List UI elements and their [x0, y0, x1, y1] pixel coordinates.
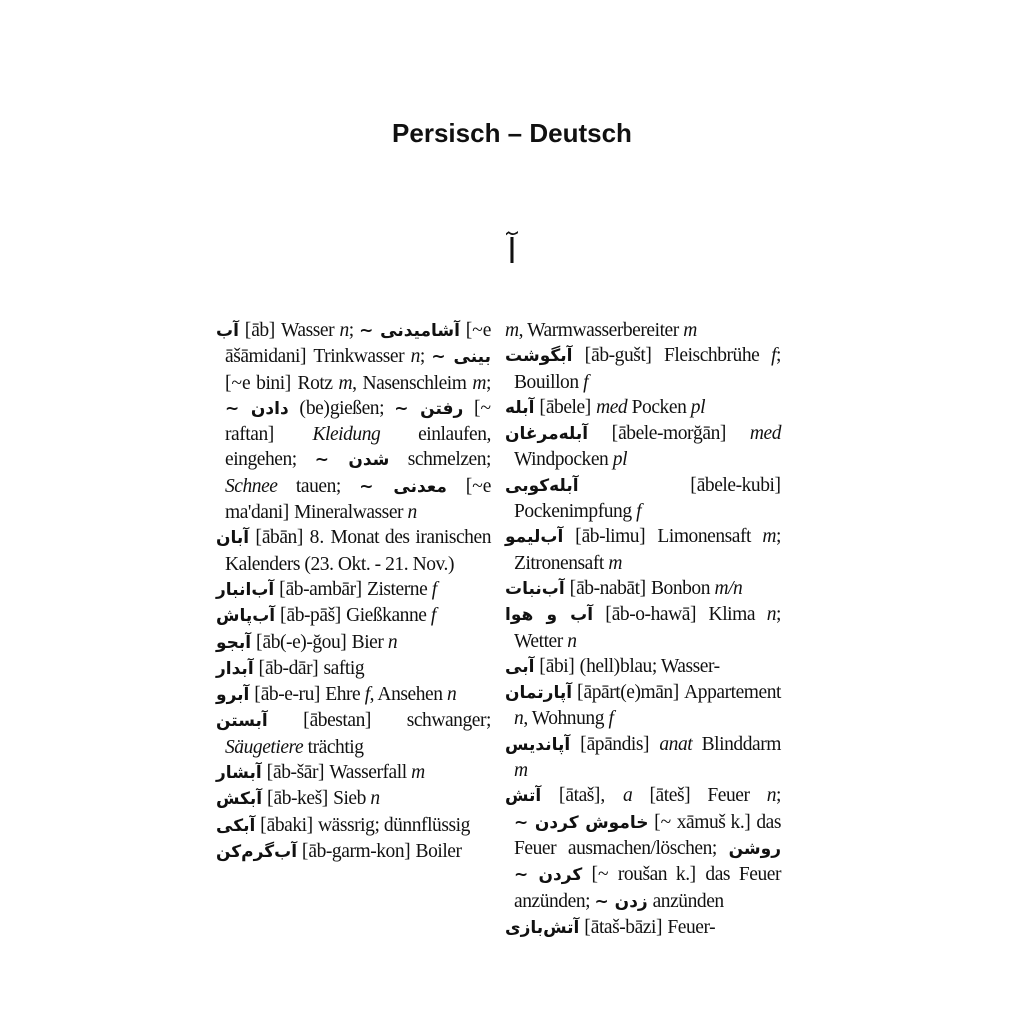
definition-text: [āb-ambār] Zisterne — [274, 578, 432, 600]
definition-text: ; — [348, 320, 360, 341]
definition-text: [āb-keš] Sieb — [262, 788, 371, 810]
grammar-label: a — [622, 785, 633, 807]
dictionary-entry — [216, 603, 491, 629]
grammar-label: n — [766, 785, 777, 807]
grammar-label: f — [430, 605, 436, 627]
section-letter: آ — [507, 232, 517, 272]
grammar-label: med — [749, 423, 781, 445]
dictionary-entry — [505, 732, 781, 784]
definition-text: , Warmwasserbereiter — [518, 320, 684, 341]
dictionary-entry — [216, 682, 491, 708]
definition-text: ; — [486, 372, 491, 394]
persian-headword: آبکش — [216, 789, 263, 810]
grammar-label: Säugetiere — [225, 736, 304, 758]
definition-text: [āb-limu] Limonensaft — [563, 526, 763, 548]
grammar-label: n — [339, 320, 349, 341]
definition-text: [āb] Wasser — [238, 320, 340, 341]
definition-text: [ābān] 8. Monat des iranischen Kalenders (23. Okt. - 21. Nov.) — [225, 527, 491, 575]
page-heading: Persisch – Deutsch — [392, 118, 632, 148]
persian-headword: دادن ~ — [225, 398, 289, 419]
dictionary-entry — [216, 656, 491, 682]
persian-headword: معدنی ~ — [359, 476, 447, 497]
persian-headword: آبی — [505, 656, 535, 677]
persian-headword: شدن ~ — [314, 450, 390, 471]
definition-text: [āb-gušt] Fleischbrühe — [572, 345, 772, 367]
definition-text: (be)gießen; — [288, 397, 395, 419]
definition-text: [ābestan] schwanger; — [267, 710, 491, 732]
dictionary-entry — [505, 318, 781, 343]
persian-headword: آب‌انبار — [216, 579, 275, 600]
definition-text: einlaufen, eingehen; — [225, 424, 491, 471]
grammar-label: pl — [690, 396, 706, 418]
persian-headword: آبله‌کوبی — [505, 475, 579, 496]
definition-text: ; Wetter — [514, 604, 782, 652]
persian-headword: آب — [216, 321, 239, 341]
grammar-label: m — [514, 760, 528, 782]
persian-headword: آبشار — [216, 763, 262, 784]
dictionary-entry — [505, 343, 781, 395]
grammar-label: m — [762, 526, 777, 548]
definition-text: [āpārt(e)mān] Appartement — [572, 682, 781, 704]
persian-headword: آبله — [505, 397, 535, 418]
grammar-label: pl — [612, 449, 628, 471]
grammar-label: f — [431, 578, 437, 600]
definition-text: [āb-šār] Wasserfall — [261, 762, 412, 784]
persian-headword: آب و هوا — [505, 605, 594, 626]
definition-text: [ābele-morğān] — [588, 423, 750, 445]
grammar-label: m — [472, 372, 487, 394]
definition-text: [āb-pāš] Gießkanne — [275, 605, 431, 627]
definition-text: [āb-dār] saftig — [253, 657, 365, 679]
dictionary-entry — [216, 813, 491, 839]
persian-headword: آبکی — [216, 815, 256, 836]
dictionary-entry — [505, 395, 781, 421]
definition-text: Windpocken — [514, 449, 613, 471]
definition-text: [~e ma'dani] Mineralwasser — [225, 475, 491, 524]
persian-headword: روشن کردن ~ — [514, 838, 781, 886]
definition-text: [ātaš-bāzi] Feuer- — [579, 916, 716, 938]
dictionary-entry — [216, 786, 491, 812]
grammar-label: n — [387, 631, 398, 653]
persian-headword: رفتن ~ — [394, 398, 464, 419]
grammar-label: m/n — [714, 577, 743, 599]
definition-text: [āteš] Feuer — [632, 785, 767, 807]
definition-text: [āb-o-hawā] Klima — [593, 604, 767, 626]
persian-headword: آپارتمان — [505, 683, 573, 704]
grammar-label: m — [505, 320, 519, 341]
dictionary-entry — [505, 524, 781, 576]
grammar-label: f — [636, 501, 642, 523]
grammar-label: f — [583, 371, 589, 393]
definition-text: [~ roušan k.] das Feuer anzünden; — [514, 864, 781, 912]
grammar-label: n — [514, 708, 524, 730]
persian-headword: خاموش کردن ~ — [514, 812, 649, 833]
definition-text: ; Zitronensaft — [514, 526, 781, 574]
grammar-label: n — [766, 604, 777, 626]
dictionary-entry — [505, 915, 781, 941]
dictionary-entry — [505, 680, 781, 732]
persian-headword: آبله‌مرغان — [505, 424, 589, 445]
persian-headword: آب‌نبات — [505, 578, 565, 599]
definition-text: ; Bouillon — [514, 345, 781, 393]
persian-headword: آتش‌بازی — [505, 917, 580, 938]
grammar-label: f — [771, 345, 777, 367]
definition-text: [ātaš], — [541, 785, 623, 807]
definition-text: [~e āšāmidani] Trinkwasser — [225, 320, 491, 368]
persian-headword: آبگوشت — [505, 346, 573, 367]
dictionary-entry — [505, 654, 781, 680]
persian-headword: آب‌پاش — [216, 606, 276, 627]
persian-headword: آبان — [216, 528, 250, 549]
grammar-label: n — [370, 788, 380, 810]
persian-headword: آتش — [505, 786, 542, 807]
dictionary-entry — [505, 576, 781, 602]
persian-headword: آبدار — [216, 658, 254, 679]
definition-text: [āb-e-ru] Ehre — [249, 684, 365, 706]
definition-text: [ābele-kubi] Pockenimpfung — [514, 474, 781, 523]
left-column — [216, 318, 491, 865]
definition-text: , Nasenschleim — [352, 372, 473, 394]
dictionary-entry — [216, 708, 491, 760]
right-column — [505, 318, 781, 941]
grammar-label: f — [608, 708, 614, 730]
grammar-label: f — [364, 684, 370, 706]
dictionary-entry — [505, 783, 781, 914]
grammar-label: m — [338, 372, 353, 394]
definition-text: [~ xāmuš k.] das Feuer ausmachen/löschen; — [514, 811, 781, 859]
persian-headword: آبجو — [216, 632, 252, 653]
definition-text: [ābaki] wässrig; dünnflüssig — [255, 814, 470, 836]
definition-text: Pocken — [627, 396, 691, 418]
persian-headword: بینی ~ — [431, 347, 491, 368]
persian-headword: آپاندیس — [505, 734, 571, 755]
definition-text: anzünden — [647, 890, 724, 912]
definition-text: trächtig — [303, 736, 364, 758]
grammar-label: m — [411, 762, 425, 784]
dictionary-entry — [505, 473, 781, 525]
persian-headword: زدن ~ — [594, 891, 648, 912]
grammar-label: anat — [659, 733, 693, 755]
dictionary-entry — [216, 318, 491, 525]
definition-text: [āb-garm-kon] Boiler — [297, 840, 462, 862]
grammar-label: n — [407, 502, 417, 524]
grammar-label: n — [410, 346, 420, 368]
persian-headword: آبستن — [216, 711, 268, 732]
definition-text: , Wohnung — [523, 708, 609, 730]
grammar-label: Schnee — [225, 475, 278, 497]
dictionary-entry — [216, 577, 491, 603]
dictionary-entry — [505, 421, 781, 473]
definition-text: ; — [419, 346, 432, 368]
grammar-label: n — [567, 630, 577, 652]
persian-headword: آب‌لیمو — [505, 527, 564, 548]
definition-text: schmelzen; — [389, 449, 491, 471]
persian-headword: آشامیدنی ~ — [359, 321, 460, 341]
dictionary-entry — [216, 630, 491, 656]
definition-text: , Ansehen — [369, 684, 447, 706]
grammar-label: m — [608, 552, 622, 574]
dictionary-entry — [216, 525, 491, 577]
dictionary-entry — [216, 839, 491, 865]
definition-text: tauen; — [277, 475, 360, 497]
persian-headword: آبرو — [216, 685, 250, 706]
definition-text: [āb-nabāt] Bonbon — [564, 577, 715, 599]
definition-text: [~ raftan] — [225, 397, 491, 446]
definition-text: [āpāndis] — [570, 733, 660, 755]
definition-text: ; — [776, 785, 781, 807]
grammar-label: Kleidung — [312, 424, 381, 446]
grammar-label: m — [683, 320, 697, 341]
grammar-label: n — [446, 684, 457, 706]
dictionary-entry — [216, 760, 491, 786]
definition-text: [ābele] — [534, 396, 597, 418]
definition-text: Blinddarm — [692, 733, 781, 755]
definition-text: [āb(-e)-ğou] Bier — [251, 631, 388, 653]
definition-text: [ābi] (hell)blau; Wasser- — [534, 655, 720, 677]
persian-headword: آب‌گرم‌کن — [216, 841, 298, 862]
grammar-label: med — [596, 396, 628, 418]
definition-text: [~e bini] Rotz — [225, 372, 339, 394]
dictionary-entry — [505, 602, 781, 654]
